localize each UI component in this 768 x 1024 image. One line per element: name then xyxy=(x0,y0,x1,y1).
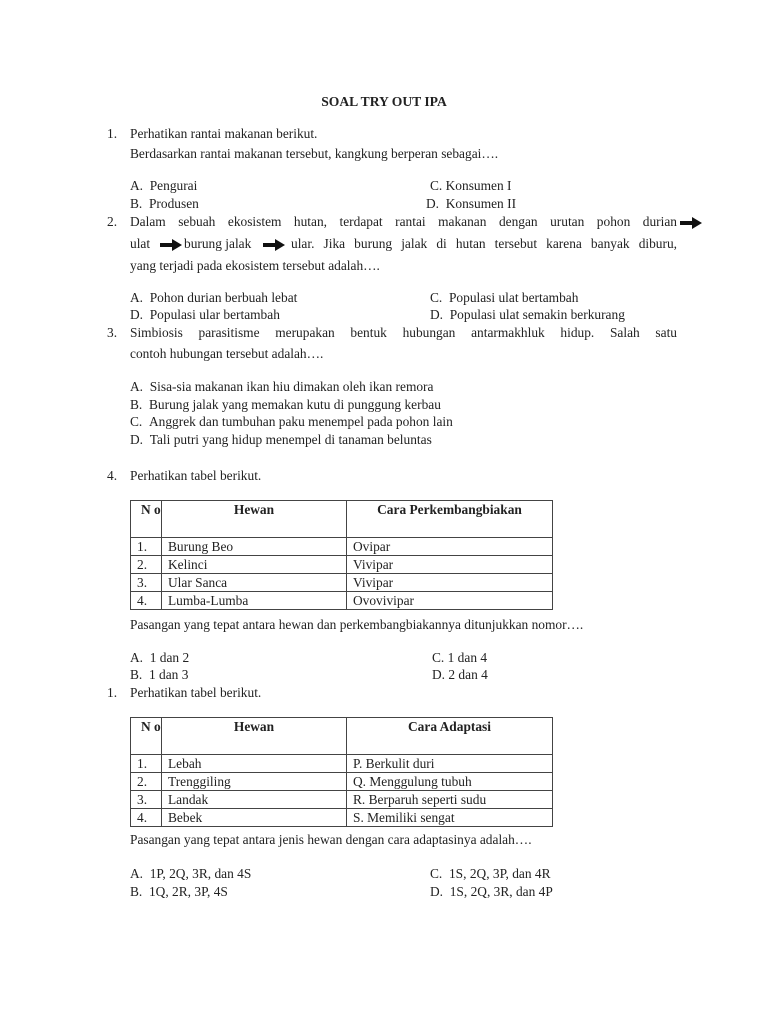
q1-line2: Berdasarkan rantai makanan tersebut, kangkung berperan sebagai…. xyxy=(130,146,499,161)
q1-option-c: C. Konsumen I xyxy=(430,178,512,193)
q1-number: 1. xyxy=(107,126,118,141)
table-cell-cara: Ovovivipar xyxy=(347,592,553,610)
q4-number: 4. xyxy=(107,468,118,483)
table-cell-no: 4. xyxy=(131,809,162,827)
q2-line1: Dalam sebuah ekosistem hutan, terdapat rantai makanan dengan urutan pohon durian xyxy=(130,214,677,229)
table-header-cara: Cara Adaptasi xyxy=(347,718,553,755)
table-cell-no: 1. xyxy=(131,538,162,556)
q4-table xyxy=(130,500,553,610)
table-cell-hewan: Bebek xyxy=(162,809,347,827)
q2-option-d1: D. Populasi ular bertambah xyxy=(130,307,280,322)
q3-option-a: A. Sisa-sia makanan ikan hiu dimakan oleh ikan remora xyxy=(130,379,434,394)
table-row xyxy=(131,809,553,827)
table-cell-hewan: Lebah xyxy=(162,755,347,773)
table-cell-hewan: Trenggiling xyxy=(162,773,347,791)
q2-option-d2: D. Populasi ulat semakin berkurang xyxy=(430,307,625,322)
right-arrow-icon xyxy=(680,217,702,229)
q1-line1: Perhatikan rantai makanan berikut. xyxy=(130,126,318,141)
q5-question: Pasangan yang tepat antara jenis hewan dengan cara adaptasinya adalah…. xyxy=(130,832,532,847)
q3-line2: contoh hubungan tersebut adalah…. xyxy=(130,346,324,361)
table-header-cara: Cara Perkembangbiakan xyxy=(347,501,553,538)
q1-option-d: D. Konsumen II xyxy=(426,196,517,211)
q4-intro: Perhatikan tabel berikut. xyxy=(130,468,262,483)
table-header-no: N o xyxy=(131,718,162,755)
q5-option-d: D. 1S, 2Q, 3R, dan 4P xyxy=(430,884,553,899)
q2-number: 2. xyxy=(107,214,118,229)
q3-option-d: D. Tali putri yang hidup menempel di tanaman beluntas xyxy=(130,432,432,447)
q3-option-c: C. Anggrek dan tumbuhan paku menempel pada pohon lain xyxy=(130,414,453,429)
q3-line1: Simbiosis parasitisme merupakan bentuk hubungan antarmakhluk hidup. Salah satu xyxy=(130,325,677,340)
table-row xyxy=(131,556,553,574)
table-cell-cara: P. Berkulit duri xyxy=(347,755,553,773)
q2-chain-ulat: ulat xyxy=(130,236,151,251)
table-cell-cara: R. Berparuh seperti sudu xyxy=(347,791,553,809)
q2-option-c: C. Populasi ulat bertambah xyxy=(430,290,579,305)
table-cell-cara: Ovipar xyxy=(347,538,553,556)
q3-option-b: B. Burung jalak yang memakan kutu di punggung kerbau xyxy=(130,397,441,412)
right-arrow-icon xyxy=(263,239,285,251)
q5-option-a: A. 1P, 2Q, 3R, dan 4S xyxy=(130,866,252,881)
table-cell-cara: Q. Menggulung tubuh xyxy=(347,773,553,791)
table-header-no: N o xyxy=(131,501,162,538)
table-header-row xyxy=(131,501,553,538)
table-cell-cara: Vivipar xyxy=(347,556,553,574)
table-row xyxy=(131,773,553,791)
q5-option-b: B. 1Q, 2R, 3P, 4S xyxy=(130,884,228,899)
q2-option-a: A. Pohon durian berbuah lebat xyxy=(130,290,298,305)
table-row xyxy=(131,538,553,556)
q4-option-a: A. 1 dan 2 xyxy=(130,650,190,665)
q4-option-d: D. 2 dan 4 xyxy=(432,667,488,682)
table-row xyxy=(131,791,553,809)
q2-chain-burung-jalak: burung jalak xyxy=(184,236,252,251)
table-header-hewan: Hewan xyxy=(162,718,347,755)
table-cell-no: 1. xyxy=(131,755,162,773)
table-row xyxy=(131,592,553,610)
table-cell-no: 2. xyxy=(131,556,162,574)
q5-table xyxy=(130,717,553,827)
table-cell-hewan: Lumba-Lumba xyxy=(162,592,347,610)
q1-option-a: A. Pengurai xyxy=(130,178,198,193)
q5-intro: Perhatikan tabel berikut. xyxy=(130,685,262,700)
q4-option-c: C. 1 dan 4 xyxy=(432,650,488,665)
table-cell-hewan: Ular Sanca xyxy=(162,574,347,592)
q2-line3: yang terjadi pada ekosistem tersebut adalah…. xyxy=(130,258,380,273)
table-cell-hewan: Burung Beo xyxy=(162,538,347,556)
table-cell-no: 3. xyxy=(131,574,162,592)
table-cell-no: 2. xyxy=(131,773,162,791)
table-cell-no: 4. xyxy=(131,592,162,610)
q1-option-b: B. Produsen xyxy=(130,196,199,211)
q5-option-c: C. 1S, 2Q, 3P, dan 4R xyxy=(430,866,551,881)
table-header-hewan: Hewan xyxy=(162,501,347,538)
table-cell-cara: S. Memiliki sengat xyxy=(347,809,553,827)
q3-number: 3. xyxy=(107,325,118,340)
q4-option-b: B. 1 dan 3 xyxy=(130,667,189,682)
right-arrow-icon xyxy=(160,239,182,251)
table-cell-hewan: Landak xyxy=(162,791,347,809)
table-row xyxy=(131,755,553,773)
table-row xyxy=(131,574,553,592)
q4-question: Pasangan yang tepat antara hewan dan perkembangbiakannya ditunjukkan nomor…. xyxy=(130,617,584,632)
table-cell-no: 3. xyxy=(131,791,162,809)
page-title: SOAL TRY OUT IPA xyxy=(321,94,447,109)
table-header-row xyxy=(131,718,553,755)
q5-number: 1. xyxy=(107,685,118,700)
table-cell-cara: Vivipar xyxy=(347,574,553,592)
q2-line2: ular. Jika burung jalak di hutan tersebut karena banyak diburu, xyxy=(291,236,677,251)
table-cell-hewan: Kelinci xyxy=(162,556,347,574)
